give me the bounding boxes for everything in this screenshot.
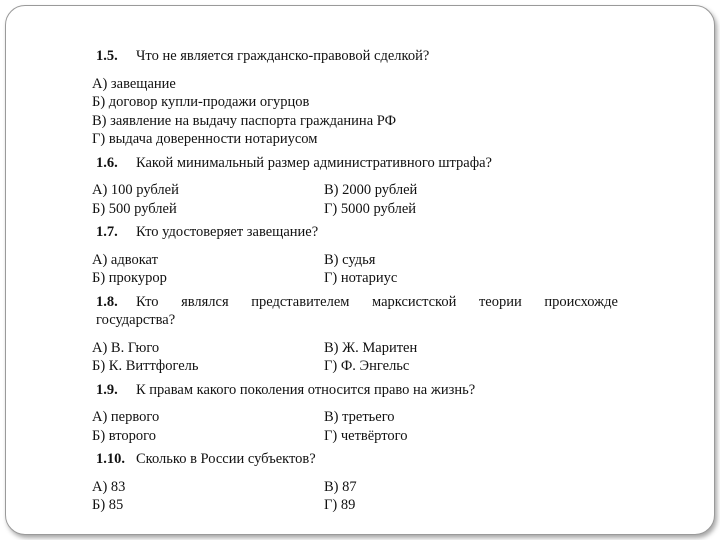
question-number: 1.8. xyxy=(96,293,118,310)
question-text: Сколько в России субъектов? xyxy=(136,451,316,467)
answer-option: В) 87 xyxy=(324,478,357,495)
question-header xyxy=(88,154,618,173)
answer-option: Б) 500 рублей xyxy=(92,200,177,217)
answer-option: Г) 89 xyxy=(324,497,356,513)
answer-option: Б) второго xyxy=(92,427,156,444)
question-header xyxy=(88,293,618,312)
answer-option: А) первого xyxy=(92,409,160,425)
answer-option: Г) нотариус xyxy=(324,270,398,286)
answer-option: Б) 85 xyxy=(92,497,124,513)
question-number: 1.7. xyxy=(96,224,118,240)
question-number: 1.5. xyxy=(96,48,118,64)
answer-grid xyxy=(88,339,618,376)
question-text: Какой минимальный размер административного штрафа? xyxy=(136,154,492,171)
question-number: 1.6. xyxy=(96,154,118,171)
question-header xyxy=(88,47,618,66)
answer-option: Г) выдача доверенности нотариусом xyxy=(92,131,318,147)
answer-option: А) В. Гюго xyxy=(92,339,160,356)
question-word: марксистской xyxy=(372,293,457,310)
answer-option: В) третьего xyxy=(324,409,395,425)
question-text: К правам какого поколения относится право на жизнь? xyxy=(136,381,476,398)
answer-grid xyxy=(88,251,618,288)
answer-grid xyxy=(88,408,618,445)
answer-option: А) 100 рублей xyxy=(92,182,179,198)
question-text: Что не является гражданско-правовой сделкой? xyxy=(136,48,430,64)
question-text-continuation: государства? xyxy=(96,312,176,328)
question-text: Кто удостоверяет завещание? xyxy=(136,224,319,240)
question-number: 1.9. xyxy=(96,381,118,398)
question-text xyxy=(136,293,618,312)
answer-option: Б) прокурор xyxy=(92,270,167,286)
answer-option: Г) четвёртого xyxy=(324,427,408,444)
answer-grid xyxy=(88,478,618,515)
answer-option: А) завещание xyxy=(92,75,176,92)
question-1-10 xyxy=(88,450,618,515)
answer-option: А) адвокат xyxy=(92,251,158,268)
question-number: 1.10. xyxy=(96,451,125,467)
answer-option: Б) договор купли-продажи огурцов xyxy=(92,94,310,110)
question-1-6 xyxy=(88,154,618,219)
answer-grid xyxy=(88,181,618,218)
answer-option: В) 2000 рублей xyxy=(324,182,418,198)
answer-option: В) Ж. Маритен xyxy=(324,339,418,356)
question-word: представителем xyxy=(251,293,350,310)
question-1-7 xyxy=(88,223,618,288)
question-word: теории xyxy=(478,293,522,310)
question-word: Кто xyxy=(136,293,159,310)
answer-option: В) судья xyxy=(324,251,376,268)
answer-option: В) заявление на выдачу паспорта гражданина РФ xyxy=(92,112,397,129)
quiz-content xyxy=(88,47,618,520)
answer-option: Г) 5000 рублей xyxy=(324,200,417,217)
question-word: являлся xyxy=(181,293,229,310)
question-word: происхожде xyxy=(544,293,618,310)
question-header xyxy=(88,381,618,400)
question-header xyxy=(88,223,618,242)
answer-option: А) 83 xyxy=(92,478,126,495)
question-header xyxy=(88,450,618,469)
question-1-5 xyxy=(88,47,618,149)
answer-option: Б) К. Виттфогель xyxy=(92,358,199,374)
question-1-9 xyxy=(88,381,618,446)
question-1-8 xyxy=(88,293,618,376)
answer-option: Г) Ф. Энгельс xyxy=(324,358,410,374)
